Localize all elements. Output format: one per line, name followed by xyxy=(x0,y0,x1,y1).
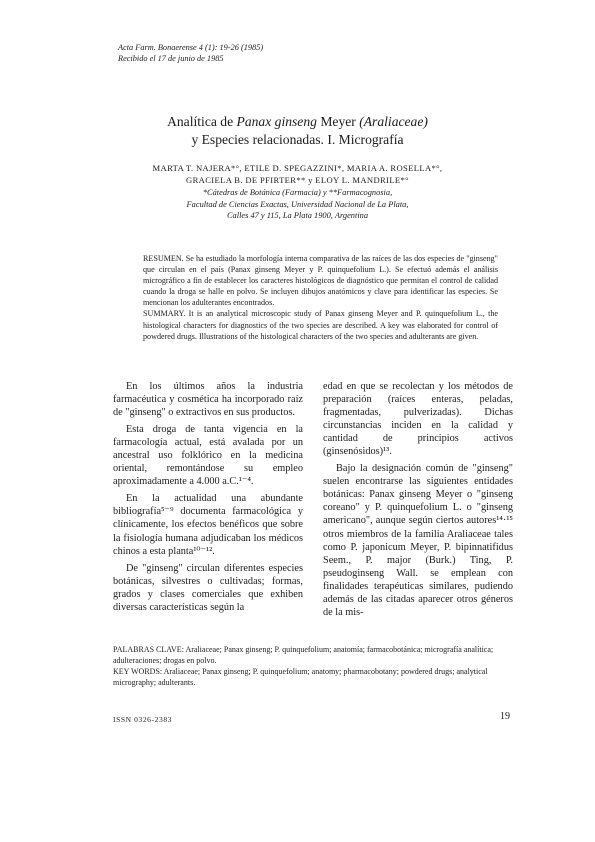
title-species: Panax ginseng xyxy=(236,114,317,129)
paragraph: Esta droga de tanta vigencia en la farmacología actual, está avalada por un ancestral uso folklórico en la medicina oriental, remontándose su empleo aproximadamente a 4.000 a.C.¹⁻⁴. xyxy=(113,424,303,488)
keywords-spanish: PALABRAS CLAVE: Araliaceae; Panax ginseng; P. quinquefolium; anatomía; farmacobotánica; micrografía analítica; adulteraciones; drogas en polvo. xyxy=(113,645,494,665)
journal-citation: Acta Farm. Bonaerense 4 (1): 19-26 (1985) xyxy=(118,43,264,52)
affiliation-line-1: *Cátedras de Botánica (Farmacia) y **Farmacognosia, xyxy=(202,188,393,197)
abstract xyxy=(143,253,498,342)
body-column-left xyxy=(113,380,303,618)
authors-line-2: GRACIELA B. DE PFIRTER** y ELOY L. MANDRILE*° xyxy=(186,175,409,185)
article-title xyxy=(0,113,595,149)
body-column-right xyxy=(323,380,513,623)
title-part-c: Meyer xyxy=(316,114,360,129)
title-line-2: y Especies relacionadas. I. Micrografía xyxy=(191,132,404,147)
title-part-a: Analítica de xyxy=(167,114,237,129)
page-number: 19 xyxy=(500,711,510,722)
affiliation-line-2: Facultad de Ciencias Exactas, Universidad Nacional de La Plata, xyxy=(186,199,409,209)
abstract-resumen: RESUMEN. Se ha estudiado la morfología interna comparativa de las raíces de las dos especies de "ginseng" que circulan en el país (Panax ginseng Meyer y P. quinquefolium L.). Se efectuó además el análisis micrográfico a fin de establecer los caracteres histológicos de diagnóstico que permitan el control de calidad cuando la droga se halle en polvo. Se incluyen dibujos anatómicos y clave para identificar las especies. Se mencionan los adulterantes encontrados. xyxy=(143,254,498,308)
paragraph: Bajo la designación común de "ginseng" suelen encontrarse las siguientes entidades botánicas: Panax ginseng Meyer o "ginseng coreano" y P. quinquefolium L. o "ginseng americano", aunque según ciertos autores¹⁴·¹⁵ otros miembros de la familia Araliaceae tales como P. japonicum Meyer, P. bipinnatifidus Seem., P. major (Burk.) Ting, P. pseudoginseng Wall. se emplean con finalidades terapéuticas similares, pudiendo además de las citadas aparecer otros géneros de la mis- xyxy=(323,463,513,618)
abstract-summary: SUMMARY. It is an analytical microscopic study of Panax ginseng Meyer and P. quinquefolium L., the histological characters for diagnostics of the two species are described. A key was elaborated for control of powdered drugs. Illustrations of the histological characters of the two species and adulterants are given. xyxy=(143,309,498,341)
paragraph: En los últimos años la industria farmacéutica y cosmética ha incorporado raíz de "ginseng" o extractivos en sus productos. xyxy=(113,381,303,419)
keywords xyxy=(113,644,513,688)
issn: ISSN 0326-2383 xyxy=(113,715,173,724)
title-line-1 xyxy=(0,113,595,131)
affiliation-line-3: Calles 47 y 115, La Plata 1900, Argentina xyxy=(226,211,369,220)
paragraph: De "ginseng" circulan diferentes especies botánicas, silvestres o cultivadas; formas, grados y clases comerciales que exhiben diversas características según la xyxy=(113,562,303,613)
received-date: Recibido el 17 de junio de 1985 xyxy=(118,54,224,63)
paragraph: edad en que se recolectan y los métodos de preparación (raíces enteras, peladas, fragmentadas, pulverizadas). Dichas circunstancias inciden en la calidad y cantidad de principios activos (ginsenósidos)¹³. xyxy=(323,381,513,458)
authors-line-1: MARTA T. NAJERA*°, ETILE D. SPEGAZZINI*, MARIA A. ROSELLA*°, xyxy=(152,163,443,173)
paragraph: En la actualidad una abundante bibliografía⁵⁻⁹ documenta farmacológica y clínicamente, los efectos benéficos que sobre la fisiología humana adjudicaban los médicos chinos a esta planta¹⁰⁻¹². xyxy=(113,493,303,557)
affiliation xyxy=(0,187,595,222)
title-family: (Araliaceae) xyxy=(359,114,428,129)
keywords-english: KEY WORDS: Araliaceae; Panax ginseng; P. quinquefolium; anatomy; pharmacobotany; powdered drugs; analytical micrography; adulterants. xyxy=(113,667,488,687)
journal-header xyxy=(118,42,263,64)
author-list xyxy=(0,162,595,186)
